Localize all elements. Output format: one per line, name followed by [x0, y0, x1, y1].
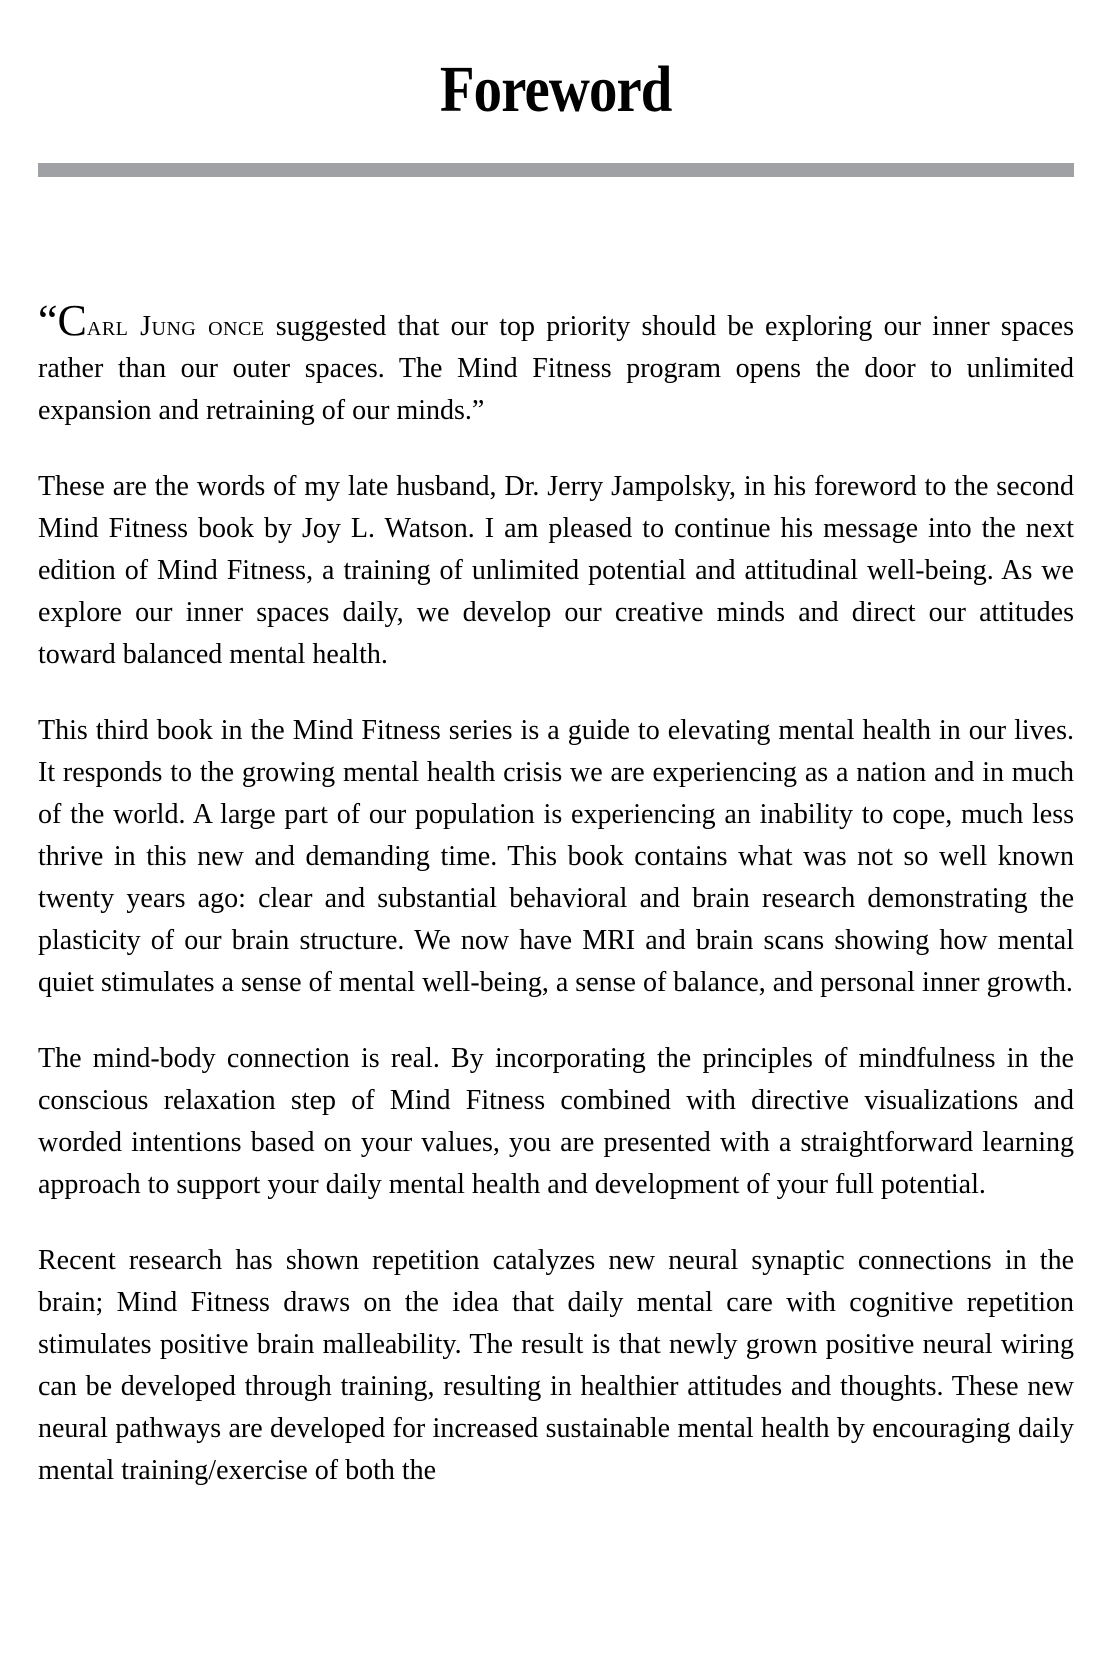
opening-paragraph-text: suggested that our top priority should be exploring our inner spaces rather than our outer spaces. The Mind Fitness program opens the door to unlimited expansion and retraining of our minds.” — [38, 311, 1075, 426]
opening-paragraph — [38, 296, 1075, 432]
body-paragraph: This third book in the Mind Fitness series is a guide to elevating mental health in our lives. It responds to the growing mental health crisis we are experiencing as a nation and in much of the world. A large part of our population is experiencing an inability to cope, much less thrive in this new and demanding time. This book contains what was not so well known twenty years ago: clear and substantial behavioral and brain research demonstrating the plasticity of our brain structure. We now have MRI and brain scans showing how mental quiet stimulates a sense of mental well-being, a sense of balance, and personal inner growth. — [38, 715, 1074, 998]
page-title — [38, 53, 1074, 126]
body-paragraph: The mind-body connection is real. By incorporating the principles of mindfulness in the conscious relaxation step of Mind Fitness combined with directive visualizations and worded intentions based on your values, you are presented with a straightforward learning approach to support your daily mental health and development of your full potential. — [38, 1043, 1074, 1200]
opening-quote-and-initial-cap: “C — [38, 296, 87, 345]
title-divider — [38, 163, 1074, 177]
opening-smallcaps-phrase: arl Jung once — [86, 311, 265, 342]
body-paragraph: These are the words of my late husband, Dr. Jerry Jampolsky, in his foreword to the second Mind Fitness book by Joy L. Watson. I am pleased to continue his message into the next edition of Mind Fitness, a training of unlimited potential and attitudinal well-being. As we explore our inner spaces daily, we develop our creative minds and direct our attitudes toward balanced mental health. — [38, 471, 1074, 670]
page-title-text: Foreword — [440, 53, 672, 126]
body-paragraph: Recent research has shown repetition catalyzes new neural synaptic connections in the brain; Mind Fitness draws on the idea that daily mental care with cognitive repetition stimulates positive brain malleability. The result is that newly grown positive neural wiring can be developed through training, resulting in healthier attitudes and thoughts. These new neural pathways are developed for increased sustainable mental health by encouraging daily mental training/exercise of both the — [38, 1245, 1074, 1486]
page-content — [0, 53, 1112, 1492]
